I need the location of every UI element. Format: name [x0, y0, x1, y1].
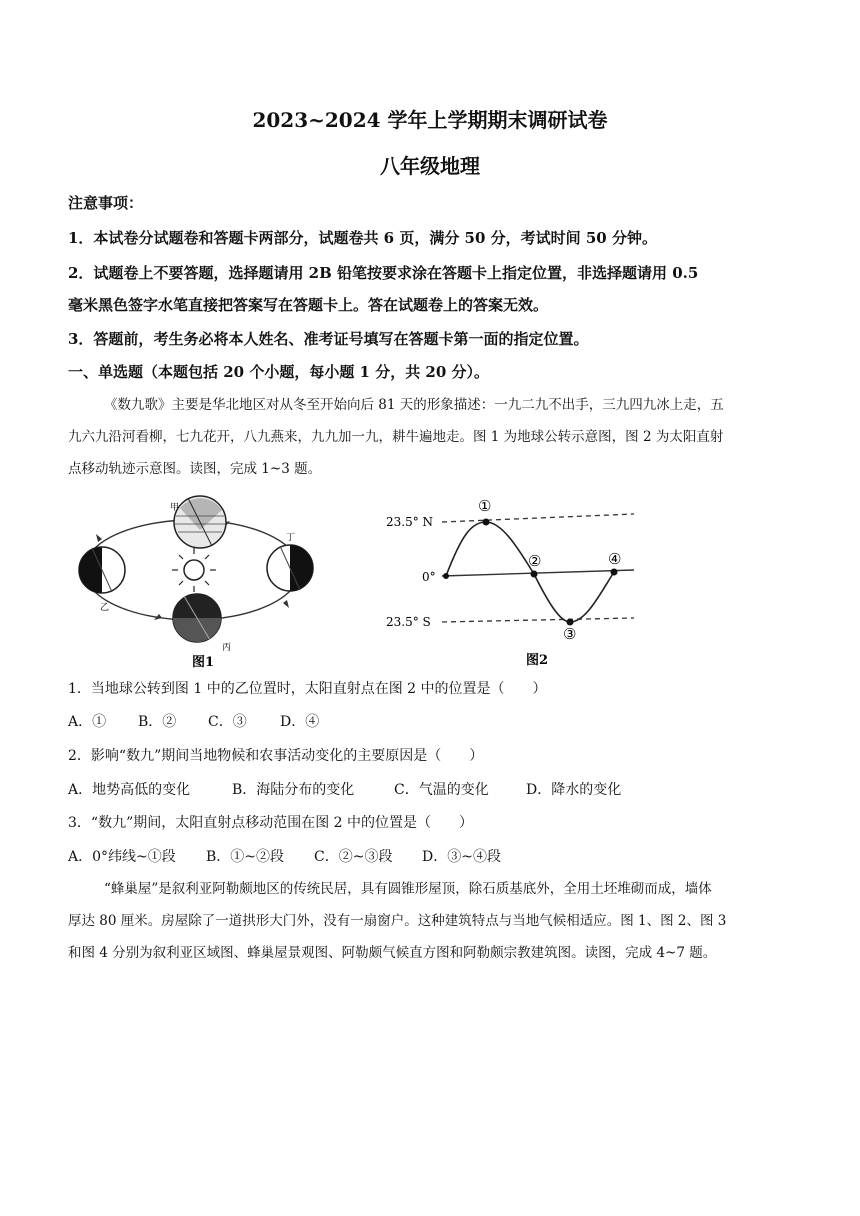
- q1-option-b[interactable]: B．②: [138, 714, 177, 730]
- earth-revolution-figure: [72, 490, 330, 670]
- question-2-stem: 2．影响“数九”期间当地物候和农事活动变化的主要原因是（ ）: [68, 748, 484, 764]
- notice-item-3: 3．答题前，考生务必将本人姓名、准考证号填写在答题卡第一面的指定位置。: [68, 330, 589, 348]
- label-jia: 甲: [170, 503, 180, 513]
- q2-option-d[interactable]: D．降水的变化: [526, 782, 622, 798]
- q2-option-a[interactable]: A．地势高低的变化: [68, 782, 191, 798]
- point-3: ③: [563, 625, 577, 643]
- notice-item-2-cont: 毫米黑色签字水笔直接把答案写在答题卡上。答在试题卷上的答案无效。: [68, 296, 549, 314]
- earth-bing: [173, 594, 221, 642]
- question-2-options: [68, 779, 646, 799]
- q3-option-c[interactable]: C．②~③段: [314, 849, 393, 865]
- passage1-line-3: 点移动轨迹示意图。读图，完成 1~3 题。: [68, 461, 322, 477]
- question-3-options: [68, 846, 522, 866]
- q1-option-a[interactable]: A．①: [68, 714, 107, 730]
- q3-option-a[interactable]: A．0°纬线~①段: [68, 849, 176, 865]
- notice-item-1: 1．本试卷分试题卷和答题卡两部分，试题卷共 6 页，满分 50 分，考试时间 50 分钟。: [68, 229, 657, 247]
- label-23-5-n: 23.5° N: [386, 515, 434, 529]
- sun-icon: [172, 548, 216, 592]
- q1-option-c[interactable]: C．③: [208, 714, 247, 730]
- q3-option-b[interactable]: B．①~②段: [206, 849, 285, 865]
- q2-option-b[interactable]: B．海陆分布的变化: [232, 782, 355, 798]
- label-yi: 乙: [100, 603, 110, 613]
- notice-item-2: 2．试题卷上不要答题，选择题请用 2B 铅笔按要求涂在答题卡上指定位置，非选择题请用 0.5: [68, 264, 699, 282]
- passage2-line-1: “蜂巢屋”是叙利亚阿勒颇地区的传统民居，具有圆锥形屋顶，除石质基底外，全用土坯堆砌而成，墙体: [104, 881, 712, 897]
- earth-yi: [79, 547, 125, 593]
- point-1: ①: [478, 497, 492, 515]
- point-2: ②: [528, 552, 542, 570]
- q1-option-d[interactable]: D．④: [280, 714, 320, 730]
- earth-ding: [267, 545, 313, 591]
- label-ding: 丁: [286, 533, 296, 543]
- point-4: ④: [608, 550, 622, 568]
- passage2-line-2: 厚达 80 厘米。房屋除了一道拱形大门外，没有一扇窗户。这种建筑特点与当地气候相适应。图 1、图 2、图 3: [68, 913, 727, 929]
- section-heading: 一、单选题（本题包括 20 个小题，每小题 1 分，共 20 分）。: [68, 363, 490, 381]
- question-1-stem: 1．当地球公转到图 1 中的乙位置时，太阳直射点在图 2 中的位置是（ ）: [68, 681, 547, 697]
- figure2-caption: 图2: [526, 653, 549, 668]
- passage2-line-3: 和图 4 分别为叙利亚区域图、蜂巢屋景观图、阿勒颇气候直方图和阿勒颇宗教建筑图。读图，完成 4~7 题。: [68, 945, 717, 961]
- q3-option-d[interactable]: D．③~④段: [422, 849, 501, 865]
- passage1-line-1: 《数九歌》主要是华北地区对从冬至开始向后 81 天的形象描述：一九二九不出手，三九四九冰上走，五: [104, 397, 724, 413]
- label-equator: 0°: [422, 570, 436, 584]
- passage1-line-2: 九六九沿河看柳，七九花开，八九燕来，九九加一九，耕牛遍地走。图 1 为地球公转示意图，图 2 为太阳直射: [68, 429, 724, 445]
- exam-title: 2023~2024 学年上学期期末调研试卷: [252, 108, 608, 132]
- question-1-options: [68, 711, 350, 731]
- label-bing: 丙: [222, 643, 232, 653]
- exam-subject: 八年级地理: [380, 154, 480, 178]
- figure1-caption: 图1: [192, 655, 215, 670]
- label-23-5-s: 23.5° S: [386, 615, 431, 629]
- subsolar-trajectory-figure: [380, 494, 640, 670]
- earth-jia: [174, 496, 226, 548]
- notice-heading: 注意事项：: [68, 194, 144, 212]
- question-3-stem: 3．“数九”期间，太阳直射点移动范围在图 2 中的位置是（ ）: [68, 815, 474, 831]
- q2-option-c[interactable]: C．气温的变化: [394, 782, 489, 798]
